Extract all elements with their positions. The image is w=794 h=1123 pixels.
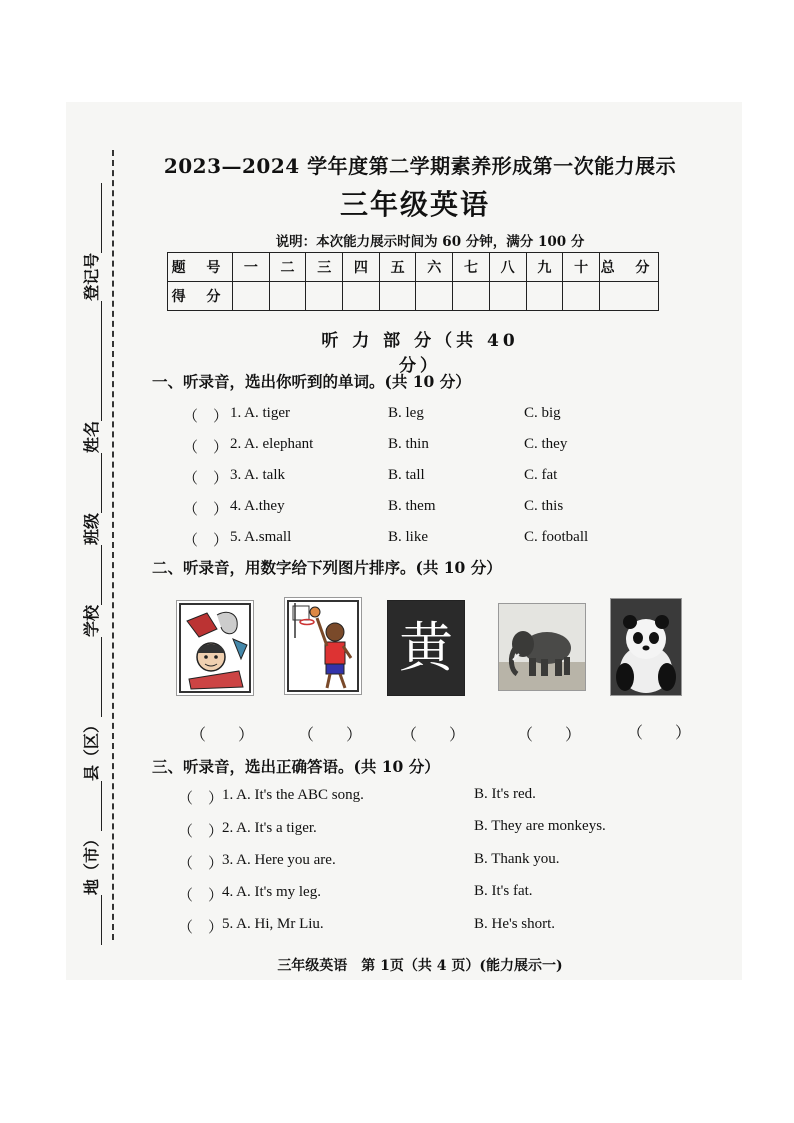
answer-paren[interactable]: （ ） — [183, 502, 229, 518]
score-cell[interactable] — [489, 282, 526, 311]
answer-paren[interactable]: （ ） — [178, 824, 224, 840]
picture-answer-paren[interactable]: （ ） — [517, 725, 582, 744]
name-label: 姓名 — [82, 420, 101, 453]
option-b: B. It's red. — [474, 786, 536, 802]
page-footer: 三年级英语 第 1页（共 4 页）(能力展示一) — [277, 958, 563, 974]
blank-line — [83, 637, 102, 717]
picture-answer-paren[interactable]: （ ） — [298, 725, 363, 744]
option-a: 1. A. tiger — [230, 405, 290, 421]
score-cell[interactable] — [453, 282, 490, 311]
blank-line — [83, 895, 102, 945]
answer-paren[interactable]: （ ） — [178, 856, 224, 872]
blank-line — [83, 545, 102, 605]
col-header: 八 — [489, 253, 526, 282]
score-table-score-row — [168, 282, 659, 311]
score-table-header-row — [168, 253, 659, 282]
option-c: C. they — [524, 436, 568, 452]
option-b: B. leg — [388, 405, 424, 421]
option-b: B. tall — [388, 467, 425, 483]
score-cell[interactable] — [379, 282, 416, 311]
exam-note: 说明：本次能力展示时间为 60 分钟，满分 100 分 — [275, 234, 585, 250]
answer-paren[interactable]: （ ） — [183, 471, 229, 487]
col-header: 三 — [306, 253, 343, 282]
option-a: 2. A. It's a tiger. — [222, 820, 317, 836]
option-b: B. thin — [388, 436, 429, 452]
option-a: 2. A. elephant — [230, 436, 314, 452]
answer-paren[interactable]: （ ） — [178, 920, 224, 936]
exam-title: 2023—2024 学年度第二学期素养形成第一次能力展示 — [163, 154, 677, 178]
picture-answer-paren[interactable]: （ ） — [190, 725, 255, 744]
answer-paren[interactable]: （ ） — [183, 409, 229, 425]
section2-title: 二、听录音，用数字给下列图片排序。(共 10 分） — [152, 558, 502, 577]
score-table — [167, 252, 659, 311]
boy-basketball-drawing — [285, 598, 361, 694]
boy-with-toys-icon — [176, 600, 254, 696]
option-a: 4. A. It's my leg. — [222, 884, 321, 900]
school-label: 学校 — [82, 604, 101, 637]
option-b: B. Thank you. — [474, 851, 560, 867]
option-a: 4. A.they — [230, 498, 285, 514]
picture-answer-paren[interactable]: （ ） — [627, 723, 692, 742]
option-a: 5. A.small — [230, 529, 292, 545]
col-header: 四 — [343, 253, 380, 282]
yellow-character: 黄 — [399, 616, 453, 679]
city-label: 地（市） — [82, 830, 101, 895]
score-cell[interactable] — [526, 282, 563, 311]
option-c: C. big — [524, 405, 561, 421]
score-cell[interactable] — [343, 282, 380, 311]
option-a: 1. A. It's the ABC song. — [222, 787, 364, 803]
option-c: C. fat — [524, 467, 558, 483]
row-label: 题 号 — [168, 253, 233, 282]
binding-line — [112, 150, 114, 940]
blank-line — [83, 453, 102, 513]
panda-drawing — [611, 599, 681, 695]
row-label: 得 分 — [168, 282, 233, 311]
score-cell[interactable] — [563, 282, 600, 311]
option-b: B. It's fat. — [474, 883, 533, 899]
col-header: 一 — [233, 253, 270, 282]
reg-no-label: 登记号 — [82, 252, 101, 301]
option-c: C. football — [524, 529, 589, 545]
option-a: 5. A. Hi, Mr Liu. — [222, 916, 324, 932]
answer-paren[interactable]: （ ） — [178, 791, 224, 807]
score-cell[interactable] — [416, 282, 453, 311]
picture-answer-paren[interactable]: （ ） — [401, 725, 466, 744]
option-b: B. like — [388, 529, 428, 545]
class-label: 班级 — [82, 512, 101, 545]
elephant-photo — [498, 603, 586, 691]
answer-paren[interactable]: （ ） — [183, 440, 229, 456]
boy-with-toys-drawing — [177, 601, 253, 695]
option-b: B. He's short. — [474, 916, 556, 932]
yellow-character-card — [387, 600, 465, 696]
total-score-cell[interactable] — [600, 282, 659, 311]
col-header: 十 — [563, 253, 600, 282]
blank-line — [83, 301, 102, 421]
option-b: B. They are monkeys. — [474, 818, 606, 834]
col-header: 五 — [379, 253, 416, 282]
blank-line — [83, 183, 102, 253]
part-title: 听 力 部 分（共 40 分） — [321, 331, 519, 376]
option-a: 3. A. talk — [230, 467, 285, 483]
col-header: 二 — [269, 253, 306, 282]
answer-paren[interactable]: （ ） — [178, 888, 224, 904]
option-a: 3. A. Here you are. — [222, 852, 336, 868]
score-cell[interactable] — [269, 282, 306, 311]
col-header: 九 — [526, 253, 563, 282]
section1-title: 一、听录音，选出你听到的单词。(共 10 分） — [152, 372, 471, 391]
binding-info — [78, 145, 106, 945]
county-label: 县（区） — [82, 716, 101, 781]
option-c: C. this — [524, 498, 564, 514]
elephant-drawing — [499, 604, 585, 690]
option-b: B. them — [388, 498, 436, 514]
col-header: 六 — [416, 253, 453, 282]
score-cell[interactable] — [233, 282, 270, 311]
subject-title: 三年级英语 — [339, 188, 490, 221]
panda-photo — [610, 598, 682, 696]
answer-paren[interactable]: （ ） — [183, 533, 229, 549]
boy-basketball-icon — [284, 597, 362, 695]
section3-title: 三、听录音，选出正确答语。(共 10 分） — [152, 757, 440, 776]
score-cell[interactable] — [306, 282, 343, 311]
col-header: 七 — [453, 253, 490, 282]
blank-line — [83, 781, 102, 831]
total-header: 总 分 — [600, 253, 659, 282]
